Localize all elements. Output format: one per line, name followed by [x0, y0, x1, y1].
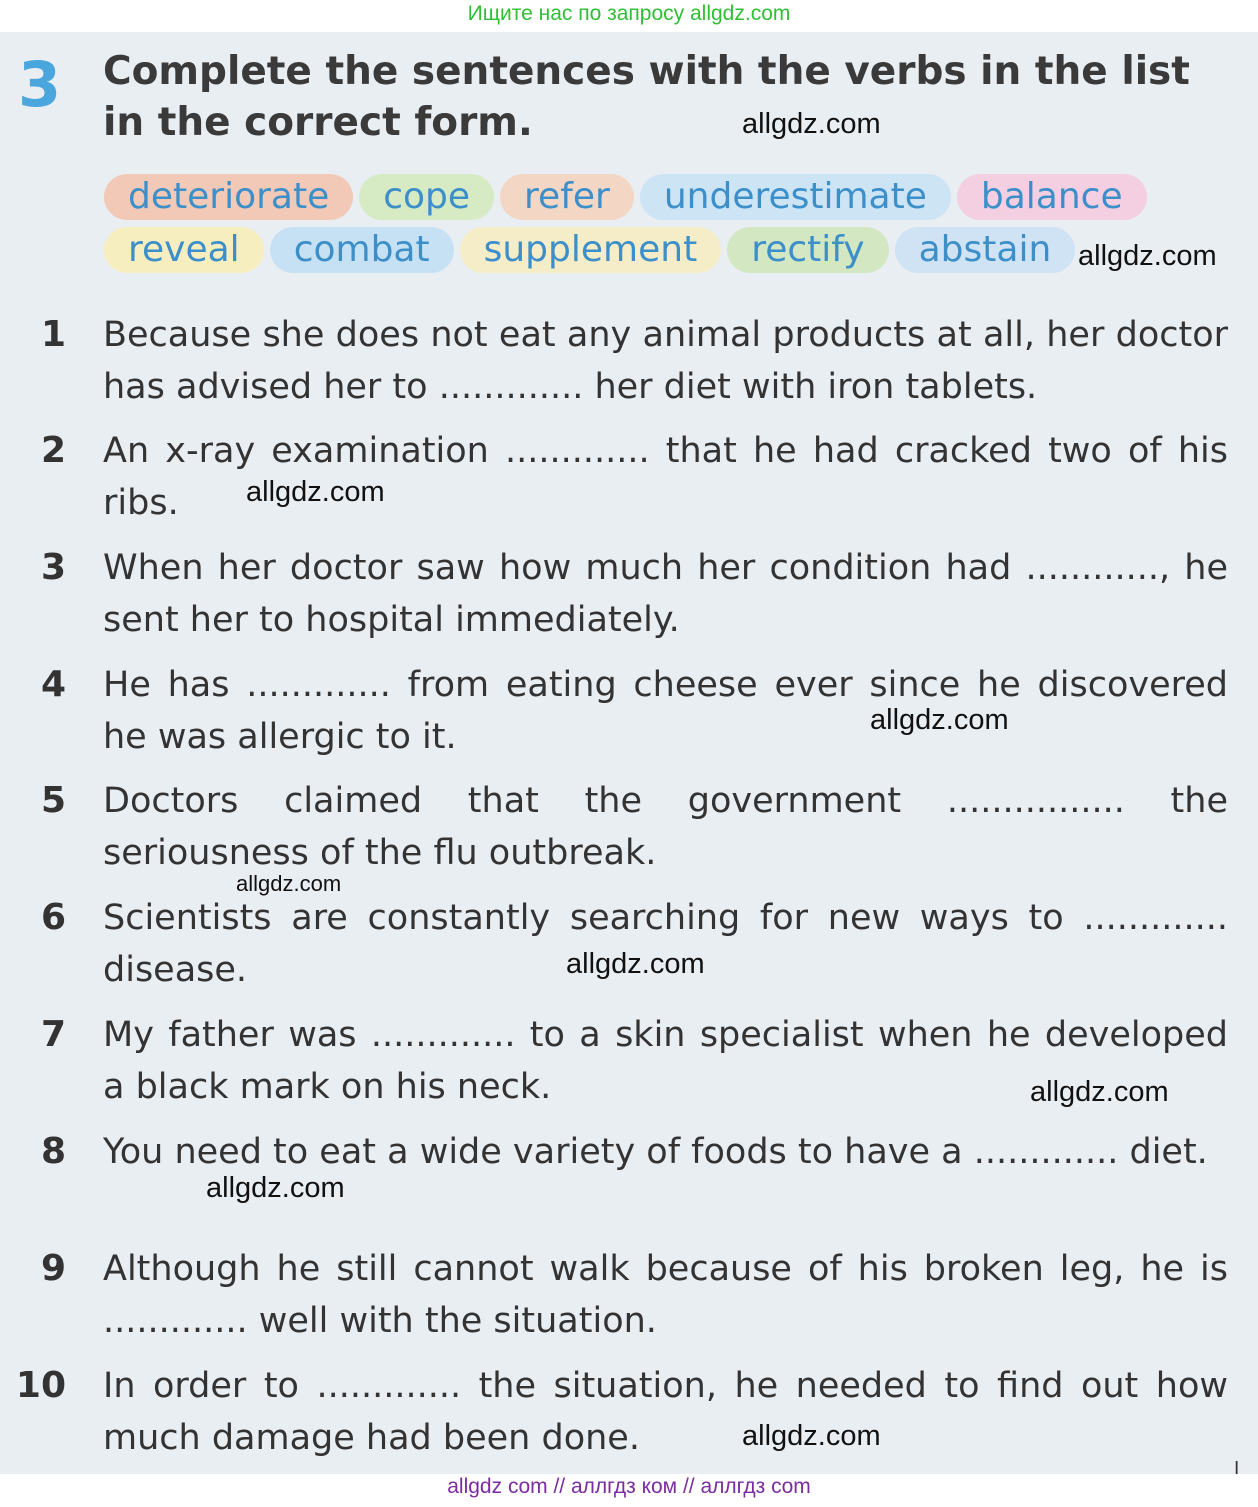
- sentence-text: Although he still cannot walk because of his broken leg, he is ............. well with the situation.: [103, 1249, 1228, 1341]
- sentence-number: 7: [40, 1014, 66, 1055]
- watermark: allgdz.com: [742, 1420, 881, 1452]
- watermark: allgdz.com: [236, 871, 342, 896]
- verb-chip: supplement: [460, 227, 722, 273]
- verb-chip: deteriorate: [104, 174, 353, 220]
- sentence-text: Scientists are constantly searching for new ways to ............. disease.: [103, 898, 1228, 990]
- verb-chip: reveal: [104, 227, 264, 273]
- verb-list: [104, 173, 1144, 279]
- watermark: allgdz.com: [742, 108, 881, 140]
- sentence-text: He has ............. from eating cheese ever since he discovered he was allergic to it.: [103, 665, 1228, 757]
- exercise-instruction: Complete the sentences with the verbs in the list in the correct form.: [103, 49, 1190, 145]
- sentence-text: My father was ............. to a skin specialist when he developed a black mark on his neck.: [103, 1015, 1228, 1107]
- sentence-number: 10: [15, 1365, 66, 1406]
- sentence-text: When her doctor saw how much her condition had ............, he sent her to hospital immediately.: [103, 548, 1228, 640]
- watermark: allgdz.com: [206, 1172, 345, 1204]
- watermark: allgdz.com: [246, 476, 385, 508]
- verb-list-row: [104, 173, 1144, 221]
- sentence-number: 9: [40, 1248, 66, 1289]
- sentence-number: 4: [40, 664, 66, 705]
- verb-chip: rectify: [727, 227, 888, 273]
- verb-chip: abstain: [895, 227, 1076, 273]
- sentence-text: You need to eat a wide variety of foods to have a ............. diet.: [103, 1132, 1208, 1172]
- search-banner: Ищите нас по запросу allgdz.com: [467, 2, 791, 25]
- verb-list-row: [104, 226, 1144, 274]
- watermark: allgdz.com: [1030, 1076, 1169, 1108]
- sentence-text: An x-ray examination ............. that he had cracked two of his ribs.: [103, 431, 1228, 523]
- footer-links: allgdz com // аллгдз ком // аллгдз com: [447, 1475, 811, 1498]
- verb-chip: combat: [270, 227, 454, 273]
- sentence-text: Doctors claimed that the government ................ the seriousness of the flu outbreak.: [103, 781, 1228, 873]
- verb-chip: refer: [500, 174, 634, 220]
- exercise-number: 3: [18, 48, 62, 121]
- verb-chip: balance: [957, 174, 1147, 220]
- sentence-text: In order to ............. the situation, he needed to find out how much damage had been done.: [103, 1366, 1228, 1458]
- watermark: allgdz.com: [566, 948, 705, 980]
- sentence-number: 5: [40, 780, 66, 821]
- watermark: allgdz.com: [1078, 240, 1217, 272]
- sentence-number: 3: [40, 547, 66, 588]
- sentence-number: 1: [40, 314, 66, 355]
- verb-chip: underestimate: [640, 174, 951, 220]
- verb-chip: cope: [359, 174, 494, 220]
- page-mark: I: [1234, 1458, 1240, 1479]
- sentence-number: 2: [40, 430, 66, 471]
- sentence-text: Because she does not eat any animal products at all, her doctor has advised her to ............. her diet with iron tablets.: [103, 315, 1228, 407]
- sentence-number: 6: [40, 897, 66, 938]
- sentence-number: 8: [40, 1131, 66, 1172]
- watermark: allgdz.com: [870, 704, 1009, 736]
